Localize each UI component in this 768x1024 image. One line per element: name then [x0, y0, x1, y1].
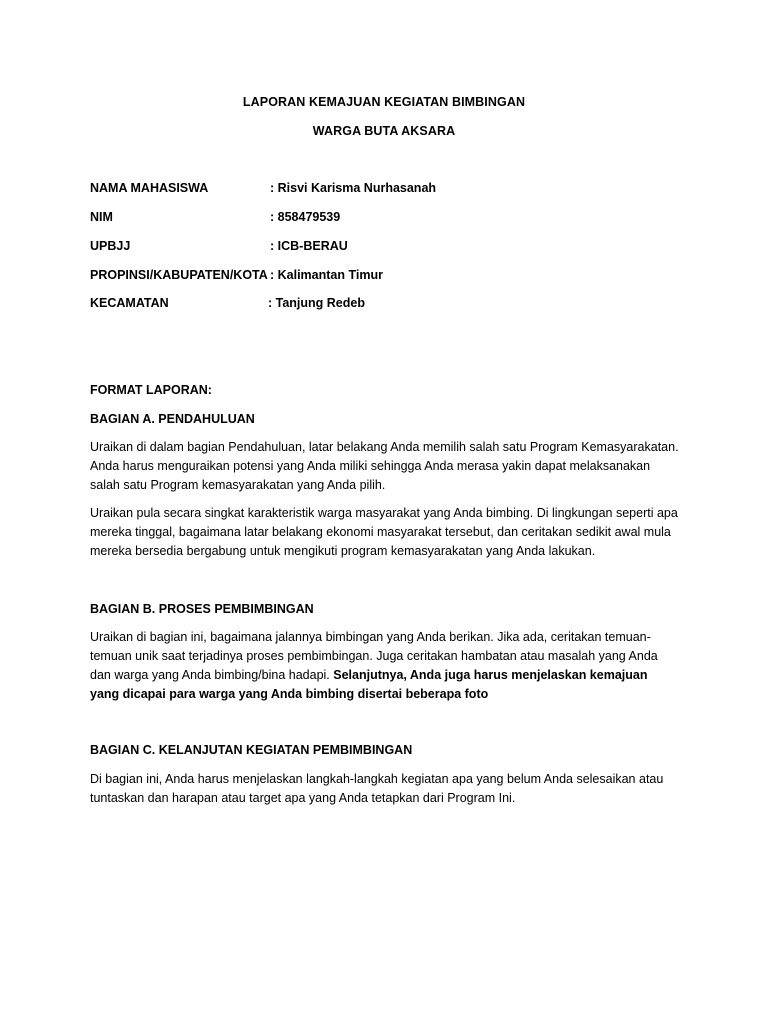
field-value: : Tanjung Redeb — [268, 296, 365, 310]
field-row-nim — [90, 210, 690, 228]
field-value: : 858479539 — [270, 210, 341, 224]
section-a-paragraph-1: Uraikan di dalam bagian Pendahuluan, latar belakang Anda memilih salah satu Program Kemasyarakatan. Anda harus menguraikan potensi yang Anda miliki sehingga Anda merasa yakin dapat melaksanakan salah satu Program kemasyarakatan yang Anda pilih. — [90, 440, 679, 492]
section-b-paragraph-text: Uraikan di bagian ini, bagaimana jalannya bimbingan yang Anda berikan. Jika ada, ceritakan temuan-temuan unik saat terjadinya proses pembimbingan. Juga ceritakan hambatan atau masalah yang Anda dan warga yang Anda bimbing/bina hadapi. — [90, 630, 658, 682]
field-row-kecamatan — [90, 296, 690, 314]
section-b-paragraph-bold-text: Selanjutnya, Anda juga harus menjelaskan kemajuan yang dicapai para warga yang Anda bimbing disertai beberapa foto — [90, 668, 648, 701]
field-value: : Kalimantan Timur — [270, 268, 383, 282]
field-label: NIM — [90, 210, 113, 224]
field-value: : Risvi Karisma Nurhasanah — [270, 181, 437, 195]
section-c-heading: BAGIAN C. KELANJUTAN KEGIATAN PEMBIMBINGAN — [90, 743, 413, 757]
field-row-nama — [90, 181, 690, 199]
field-row-upbjj — [90, 239, 690, 257]
document-title: LAPORAN KEMAJUAN KEGIATAN BIMBINGAN — [242, 95, 526, 109]
field-label: UPBJJ — [90, 239, 131, 253]
field-label: NAMA MAHASISWA — [90, 181, 209, 195]
section-b-heading: BAGIAN B. PROSES PEMBIMBINGAN — [90, 602, 314, 616]
field-label: PROPINSI/KABUPATEN/KOTA — [90, 268, 268, 282]
section-b-paragraph-1 — [90, 628, 680, 704]
document-subtitle: WARGA BUTA AKSARA — [312, 124, 456, 138]
field-label: KECAMATAN — [90, 296, 169, 310]
field-row-propinsi — [90, 268, 690, 286]
format-heading: FORMAT LAPORAN: — [90, 383, 212, 397]
field-value: : ICB-BERAU — [270, 239, 348, 253]
section-a-heading: BAGIAN A. PENDAHULUAN — [90, 412, 255, 426]
section-c-paragraph-1: Di bagian ini, Anda harus menjelaskan langkah-langkah kegiatan apa yang belum Anda selesaikan atau tuntaskan dan harapan atau target apa yang Anda tetapkan dari Program Ini. — [90, 772, 664, 805]
section-a-paragraph-2: Uraikan pula secara singkat karakteristik warga masyarakat yang Anda bimbing. Di lingkungan seperti apa mereka tinggal, bagaimana latar belakang ekonomi masyarakat tersebut, dan ceritakan sedikit awal mula mereka bersedia bergabung untuk mengikuti program kemasyarakatan yang Anda lakukan. — [90, 506, 678, 558]
